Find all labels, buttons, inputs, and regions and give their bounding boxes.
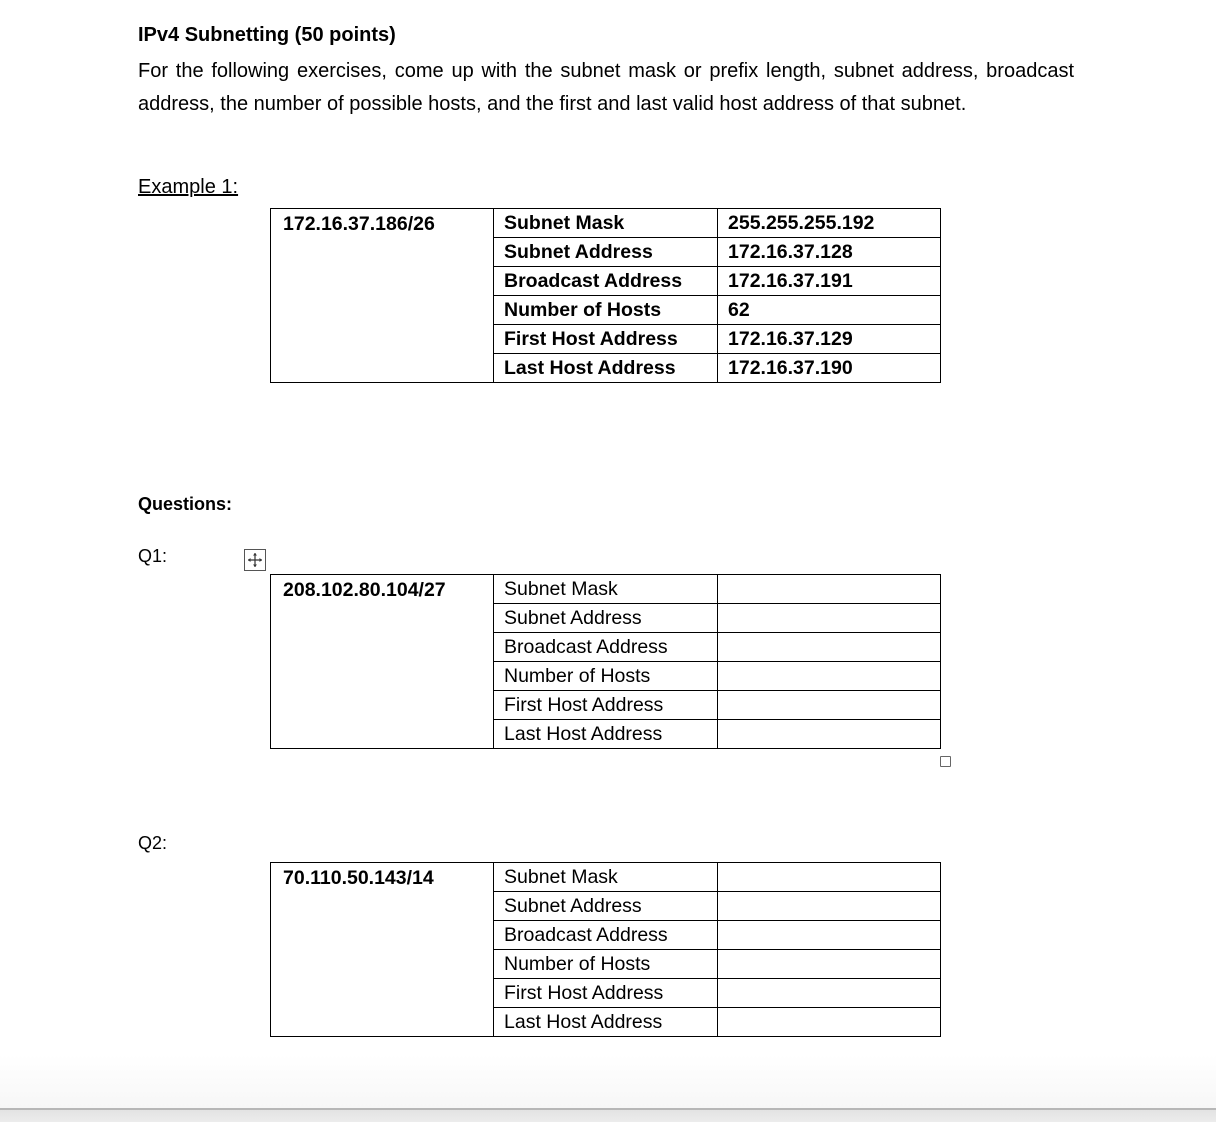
ip-cell[interactable]: 172.16.37.186/26 (271, 209, 494, 383)
answer-cell[interactable] (718, 662, 941, 691)
row-label[interactable]: Number of Hosts (494, 662, 718, 691)
row-label[interactable]: Broadcast Address (494, 921, 718, 950)
questions-label: Questions: (138, 494, 233, 514)
row-label[interactable]: Subnet Mask (494, 209, 718, 238)
resize-handle-icon[interactable] (940, 756, 951, 767)
example-table (270, 208, 941, 383)
question-2-table (270, 862, 941, 1037)
row-value[interactable]: 62 (718, 296, 941, 325)
move-arrows-icon (247, 552, 263, 568)
row-label[interactable]: Last Host Address (494, 720, 718, 749)
row-label[interactable]: First Host Address (494, 325, 718, 354)
window-bottom-scrollbar[interactable] (0, 1108, 1216, 1122)
question-1-table (270, 574, 941, 749)
row-label[interactable]: Last Host Address (494, 1008, 718, 1037)
page-bottom-shade (0, 1055, 1216, 1108)
answer-cell[interactable] (718, 950, 941, 979)
answer-cell[interactable] (718, 691, 941, 720)
row-value[interactable]: 172.16.37.128 (718, 238, 941, 267)
row-label[interactable]: Number of Hosts (494, 950, 718, 979)
row-value[interactable]: 172.16.37.190 (718, 354, 941, 383)
question-1-label: Q1: (138, 546, 168, 566)
row-label[interactable]: Subnet Mask (494, 863, 718, 892)
answer-cell[interactable] (718, 604, 941, 633)
ip-cell[interactable]: 208.102.80.104/27 (271, 575, 494, 749)
answer-cell[interactable] (718, 720, 941, 749)
intro-paragraph: For the following exercises, come up with the subnet mask or prefix length, subnet address, broadcast address, the number of possible hosts, and the first and last valid host address of that subnet. (138, 60, 1074, 115)
row-value[interactable]: 172.16.37.129 (718, 325, 941, 354)
row-label[interactable]: Subnet Address (494, 892, 718, 921)
answer-cell[interactable] (718, 575, 941, 604)
row-label[interactable]: Subnet Mask (494, 575, 718, 604)
question-2-label: Q2: (138, 833, 168, 853)
row-value[interactable]: 172.16.37.191 (718, 267, 941, 296)
page-title: IPv4 Subnetting (50 points) (138, 24, 396, 46)
row-label[interactable]: Number of Hosts (494, 296, 718, 325)
ip-cell[interactable]: 70.110.50.143/14 (271, 863, 494, 1037)
row-label[interactable]: Subnet Address (494, 238, 718, 267)
answer-cell[interactable] (718, 979, 941, 1008)
table-row (271, 209, 941, 238)
row-label[interactable]: Broadcast Address (494, 633, 718, 662)
row-value[interactable]: 255.255.255.192 (718, 209, 941, 238)
move-arrows-icon[interactable] (244, 549, 266, 571)
table-row (271, 575, 941, 604)
example-label: Example 1: (138, 176, 239, 198)
row-label[interactable]: Last Host Address (494, 354, 718, 383)
row-label[interactable]: First Host Address (494, 979, 718, 1008)
answer-cell[interactable] (718, 1008, 941, 1037)
answer-cell[interactable] (718, 633, 941, 662)
row-label[interactable]: Subnet Address (494, 604, 718, 633)
answer-cell[interactable] (718, 892, 941, 921)
row-label[interactable]: Broadcast Address (494, 267, 718, 296)
answer-cell[interactable] (718, 921, 941, 950)
table-row (271, 863, 941, 892)
row-label[interactable]: First Host Address (494, 691, 718, 720)
answer-cell[interactable] (718, 863, 941, 892)
